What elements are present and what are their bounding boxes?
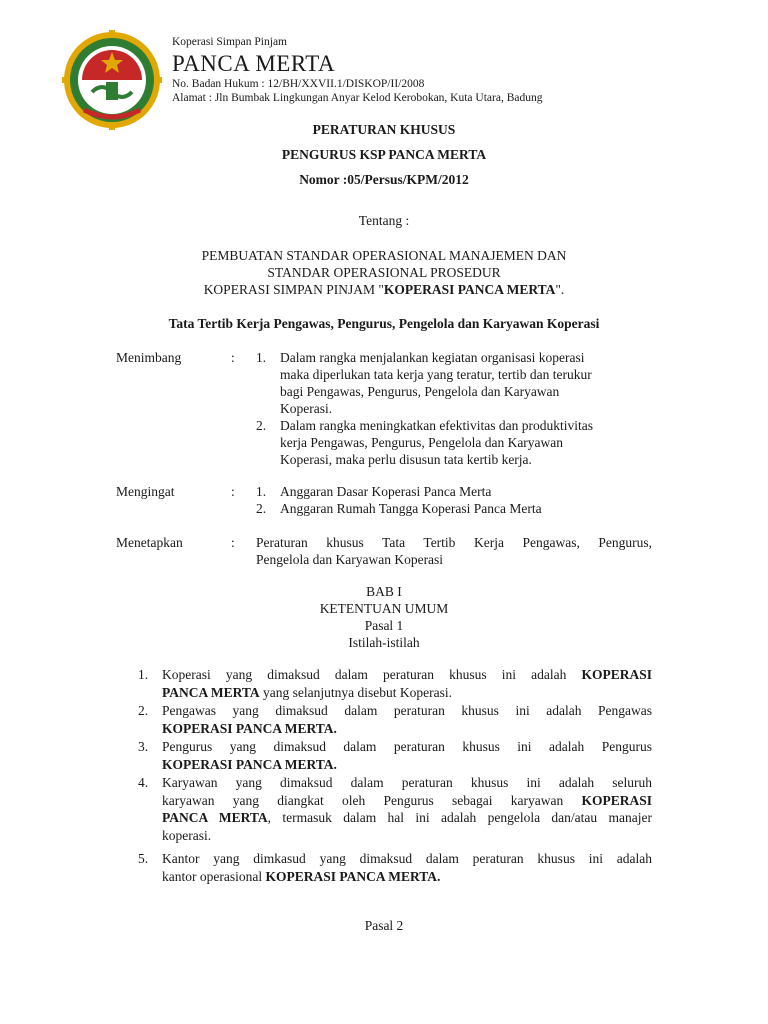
subject-pre: KOPERASI SIMPAN PINJAM " [203,282,384,297]
list-number: 3. [138,739,149,754]
list-text [162,738,652,773]
mengingat-item-2: Anggaran Rumah Tangga Koperasi Panca Merta [280,501,542,516]
mengingat-item-1: Anggaran Dasar Koperasi Panca Merta [280,484,492,499]
org-name: PANCA MERTA [172,51,336,76]
title-line-3: Nomor :05/Persus/KPM/2012 [299,172,469,187]
koperasi-logo [62,30,162,130]
list-text [162,850,652,885]
list-text [162,666,652,701]
menimbang-num-2: 2. [256,418,267,433]
subject-line-3 [0,282,768,298]
list-line [162,792,652,810]
menimbang-label: Menimbang [116,350,182,365]
menimbang-item-2-l2: kerja Pengawas, Pengurus, Pengelola dan Karyawan [280,435,564,450]
list-text [162,774,652,844]
list-line [162,809,652,827]
list-number: 2. [138,703,149,718]
list-line: Pengawas yang dimaksud dalam peraturan khusus ini adalah Pengawas [162,703,652,718]
text-run: kantor operasional [162,868,266,884]
list-line: Kantor yang dimkasud yang dimaksud dalam peraturan khusus ini adalah [162,851,652,866]
text-run: karyawan yang diangkat oleh Pengurus sebagai karyawan [162,792,582,808]
list-number: 1. [138,667,149,682]
section-heading: Tata Tertib Kerja Pengawas, Pengurus, Pengelola dan Karyawan Koperasi [168,316,600,331]
text-run-bold: KOPERASI [581,792,652,808]
title-line-1: PERATURAN KHUSUS [312,122,456,137]
list-line [162,666,652,684]
menetapkan-line-2: Pengelola dan Karyawan Koperasi [256,552,444,567]
list-line [162,720,652,738]
list-line [162,868,652,886]
menimbang-colon: : [231,350,235,365]
menimbang-item-1-l4: Koperasi. [280,401,333,416]
pasal-2: Pasal 2 [364,918,404,933]
scale-icon [106,82,118,100]
text-run: yang selanjutnya disebut Koperasi. [259,684,452,700]
list-line [162,756,652,774]
list-text [162,702,652,737]
mengingat-num-2: 2. [256,501,267,516]
tentang-label: Tentang : [358,213,410,228]
text-run-bold: KOPERASI PANCA MERTA. [265,868,441,884]
list-number: 4. [138,775,149,790]
address: Alamat : Jln Bumbak Lingkungan Anyar Kelod Kerobokan, Kuta Utara, Badung [172,92,543,104]
menetapkan-line-1: Peraturan khusus Tata Tertib Kerja Pengawas, Pengurus, [256,535,652,550]
pasal-1-subtitle: Istilah-istilah [348,635,420,650]
list-line: Pengurus yang dimaksud dalam peraturan khusus ini adalah Pengurus [162,739,652,754]
list-number: 5. [138,851,149,866]
menetapkan-colon: : [231,535,235,550]
subject-bold: KOPERASI PANCA MERTA [383,282,556,297]
list-line: Karyawan yang dimaksud dalam peraturan khusus ini adalah seluruh [162,775,652,790]
text-run-bold: KOPERASI PANCA MERTA. [162,756,337,772]
mengingat-label: Mengingat [116,484,175,499]
mengingat-colon: : [231,484,235,499]
list-line [162,684,652,702]
menetapkan-label: Menetapkan [116,535,183,550]
text-run-bold: PANCA MERTA [162,810,268,825]
subject-line-2: STANDAR OPERASIONAL PROSEDUR [267,265,501,280]
text-run: Koperasi yang dimaksud dalam peraturan khusus ini adalah [162,667,582,682]
mengingat-num-1: 1. [256,484,267,499]
text-run: , termasuk dalam hal ini adalah pengelola dan/atau manajer [267,810,652,825]
text-run-bold: PANCA MERTA [162,684,260,700]
legal-number: No. Badan Hukum : 12/BH/XXVII.1/DISKOP/II/2008 [172,78,425,90]
menimbang-item-1-l2: maka diperlukan tata kerja yang teratur, tertib dan terukur [280,367,592,382]
subject-line-1: PEMBUATAN STANDAR OPERASIONAL MANAJEMEN DAN [201,248,567,263]
menimbang-num-1: 1. [256,350,267,365]
menimbang-item-1-l3: bagi Pengawas, Pengurus, Pengelola dan Karyawan [280,384,560,399]
org-type: Koperasi Simpan Pinjam [172,36,287,48]
bab-number: BAB I [366,584,402,599]
subject-post: ". [555,282,565,297]
menimbang-item-1-l1: Dalam rangka menjalankan kegiatan organisasi koperasi [280,350,585,365]
bab-title: KETENTUAN UMUM [319,601,449,616]
title-line-2: PENGURUS KSP PANCA MERTA [281,147,487,162]
pasal-1: Pasal 1 [364,618,404,633]
list-line: koperasi. [162,827,212,843]
menimbang-item-2-l1: Dalam rangka meningkatkan efektivitas dan produktivitas [280,418,594,433]
menimbang-item-2-l3: Koperasi, maka perlu disusun tata kertib kerja. [280,452,532,467]
text-run-bold: KOPERASI PANCA MERTA. [162,720,337,736]
text-run-bold: KOPERASI [581,667,652,682]
